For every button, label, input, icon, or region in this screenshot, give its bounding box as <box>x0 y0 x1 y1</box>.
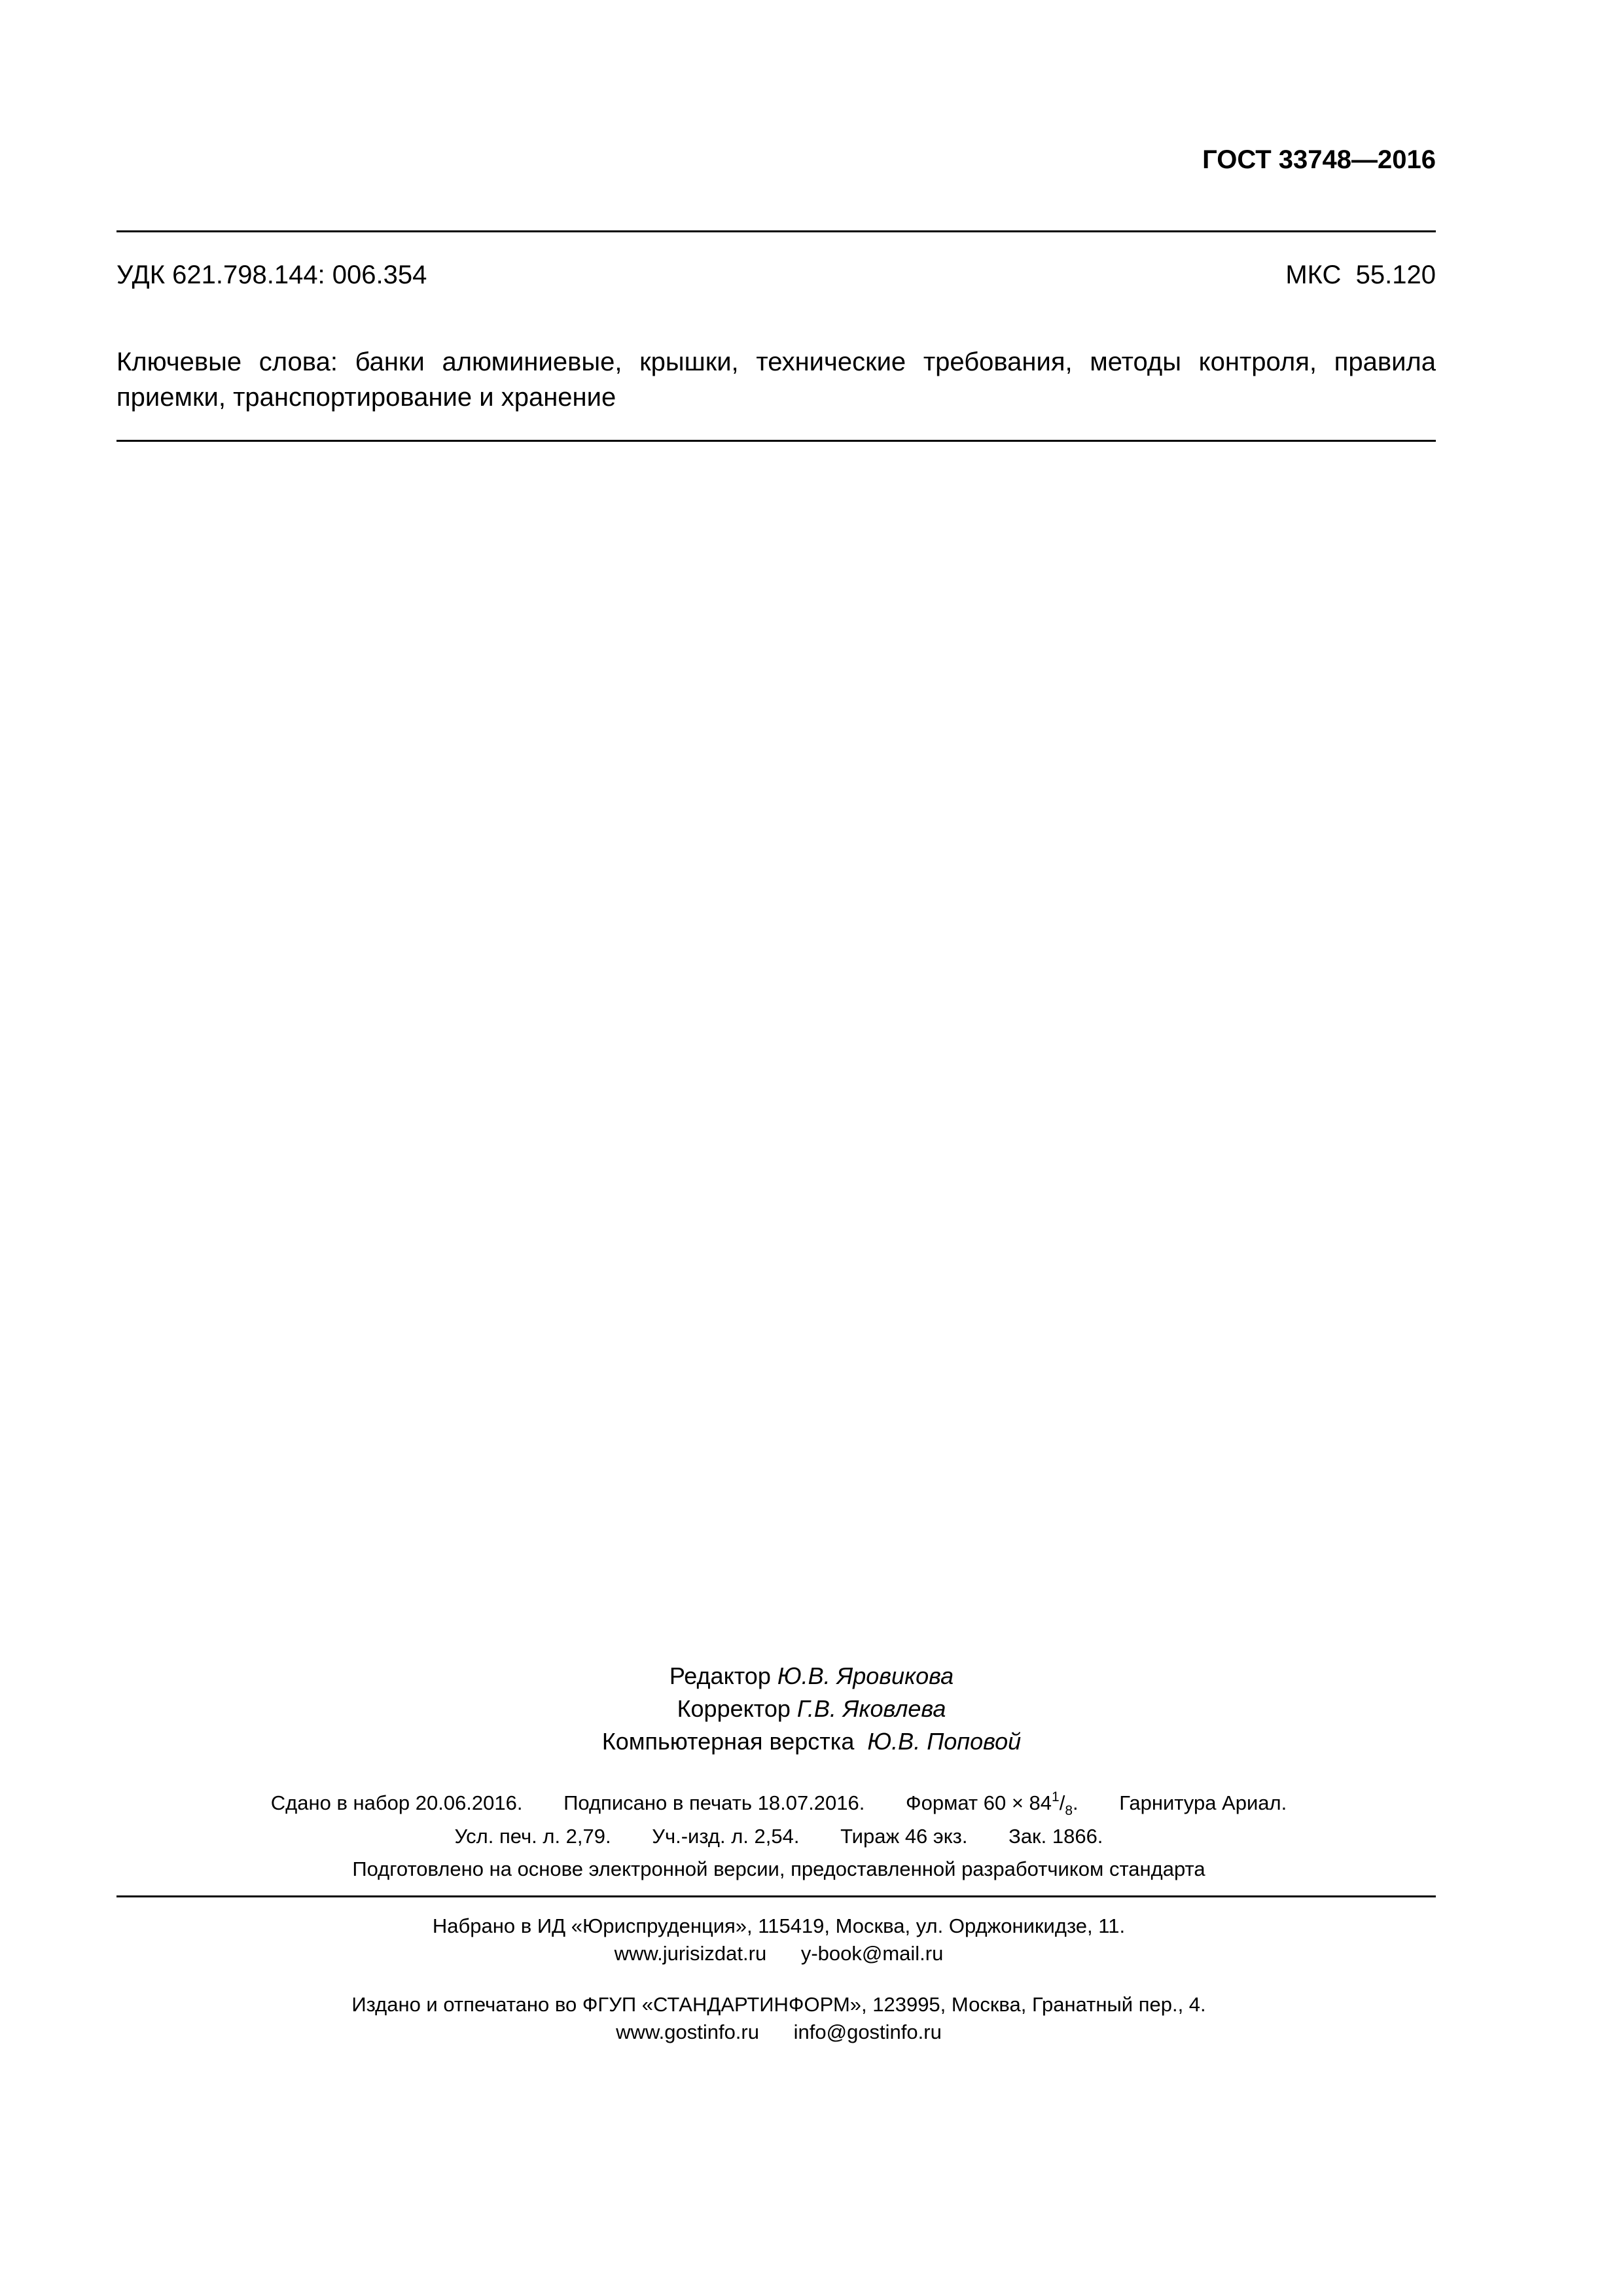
editor-line <box>0 1660 1623 1693</box>
typeset-block <box>0 1912 1558 1967</box>
set-date: Сдано в набор 20.06.2016. <box>270 1791 523 1814</box>
format-numerator: 1 <box>1052 1789 1060 1804</box>
order-number: Зак. 1866. <box>1008 1825 1103 1848</box>
corrector-name: Г.В. Яковлева <box>796 1695 946 1722</box>
publication-line-2 <box>0 1825 1558 1848</box>
layout-line <box>0 1725 1623 1758</box>
corrector-label: Корректор <box>677 1695 791 1722</box>
format-denominator: 8 <box>1065 1803 1073 1818</box>
corrector-line <box>0 1693 1623 1725</box>
printed-block <box>0 1991 1558 2046</box>
prepared-note: Подготовлено на основе электронной версии, предоставленной разработчиком стандарта <box>352 1857 1205 1880</box>
printed-text: Издано и отпечатано во ФГУП «СТАНДАРТИНФОРМ», 123995, Москва, Гранатный пер., 4. <box>351 1993 1206 2016</box>
editor-name: Ю.В. Яровикова <box>777 1662 954 1689</box>
format-slash: / <box>1059 1791 1065 1814</box>
typeset-website: www.jurisizdat.ru <box>614 1942 767 1965</box>
print-sheets: Усл. печ. л. 2,79. <box>454 1825 611 1848</box>
circulation: Тираж 46 экз. <box>840 1825 968 1848</box>
publication-line-1 <box>0 1789 1558 1819</box>
mks-code: МКС 55.120 <box>1285 260 1436 289</box>
keywords-divider <box>116 440 1436 442</box>
udk-code: УДК 621.798.144: 006.354 <box>116 260 427 289</box>
signed-date: Подписано в печать 18.07.2016. <box>563 1791 865 1814</box>
typeset-email: y-book@mail.ru <box>800 1942 944 1965</box>
publisher-sheets: Уч.-изд. л. 2,54. <box>652 1825 800 1848</box>
printed-website: www.gostinfo.ru <box>616 2020 759 2043</box>
typeset-links <box>0 1940 1558 1967</box>
top-divider <box>116 230 1436 232</box>
format-prefix: Формат 60 × 84 <box>906 1791 1052 1814</box>
layout-name: Ю.В. Поповой <box>867 1728 1022 1755</box>
typeface: Гарнитура Ариал. <box>1119 1791 1287 1814</box>
printed-links <box>0 2018 1558 2046</box>
keywords-paragraph: Ключевые слова: банки алюминиевые, крышки, технические требования, методы контроля, правила приемки, транспортирование и хранение <box>116 348 1436 412</box>
printed-email: info@gostinfo.ru <box>793 2020 942 2043</box>
editor-label: Редактор <box>669 1662 771 1689</box>
publication-divider <box>116 1895 1436 1897</box>
layout-label: Компьютерная верстка <box>601 1728 855 1755</box>
paper-format <box>906 1789 1079 1818</box>
typeset-text: Набрано в ИД «Юриспруденция», 115419, Москва, ул. Орджоникидзе, 11. <box>432 1914 1126 1937</box>
standard-code: ГОСТ 33748—2016 <box>1202 145 1436 174</box>
format-suffix: . <box>1073 1791 1079 1814</box>
credits-block <box>0 1660 1623 1758</box>
